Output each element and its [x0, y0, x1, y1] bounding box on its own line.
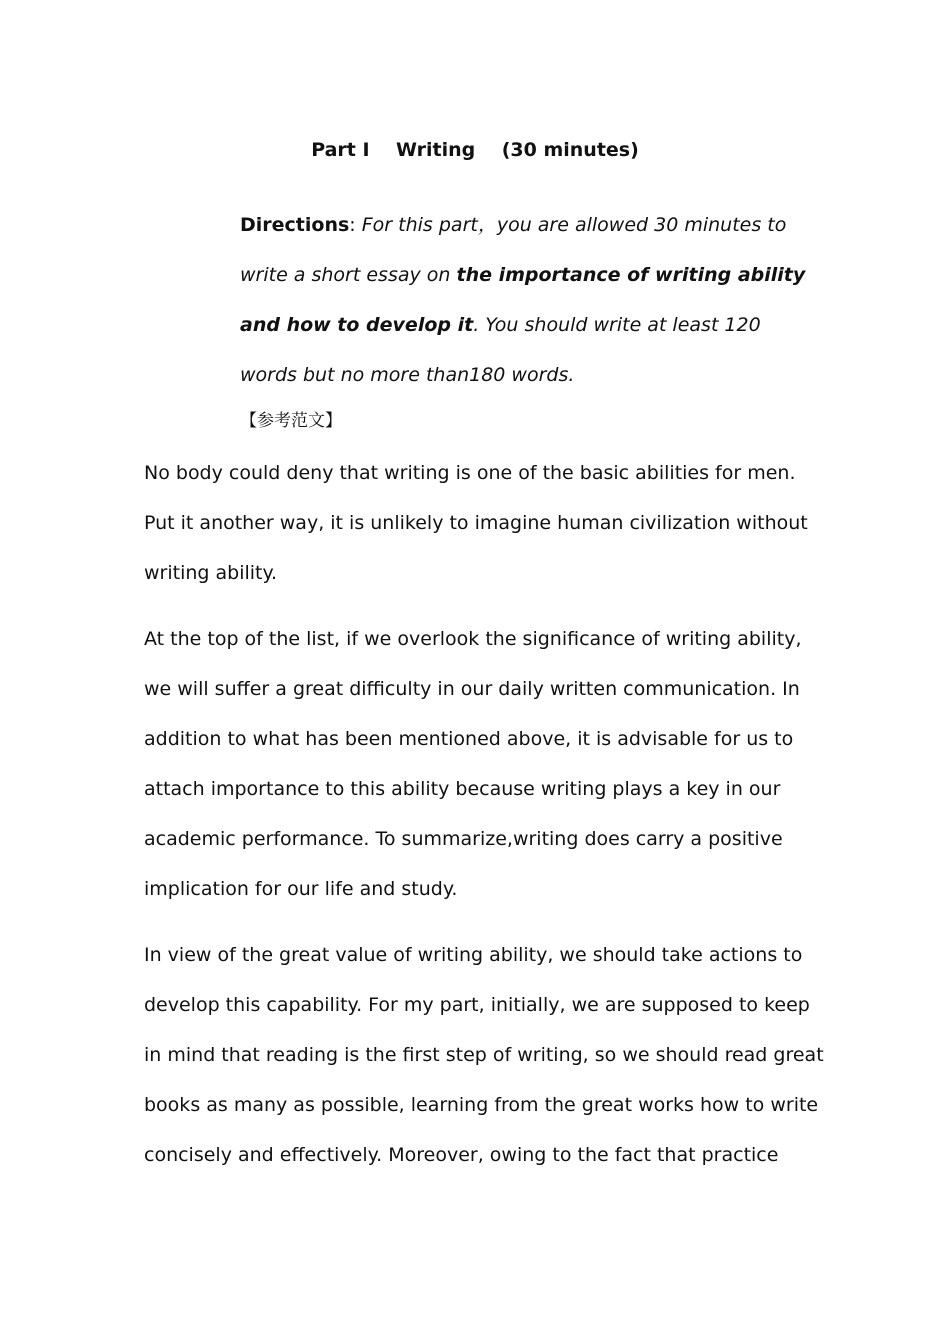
directions-block: [240, 200, 820, 400]
essay-paragraph-3: In view of the great value of writing ability, we should take actions to develop this capability. For my part, initially, we are supposed to keep in mind that reading is the first step of writing, so we should read great books as many as possible, learning from the great works how to write concisely and effectively. Moreover, owing to the fact that practice: [144, 944, 824, 1166]
section-heading: [0, 136, 950, 164]
directions-colon: :: [349, 214, 362, 236]
essay-paragraph-1: No body could deny that writing is one of the basic abilities for men. Put it another way, it is unlikely to imagine human civilization without writing ability.: [144, 462, 808, 584]
reference-essay-label: 【参考范文】: [240, 411, 342, 431]
directions-text-1: For this part，you are allowed 30 minutes to write a short essay on: [240, 214, 787, 286]
essay-paragraph-2: At the top of the list, if we overlook the significance of writing ability, we will suffer a great difficulty in our daily written communication. In addition to what has been mentioned above, it is advisable for us to attach importance to this ability because writing plays a key in our academic performance. To summarize,writing does carry a positive implication for our life and study.: [144, 628, 802, 900]
directions-label: Directions: [240, 214, 350, 236]
heading-part: Part I: [311, 139, 370, 161]
heading-time: (30 minutes): [501, 139, 639, 161]
heading-section: Writing: [396, 139, 476, 161]
directions-text-2: . You should write at least 120 words but no more than180 words.: [240, 314, 761, 386]
directions-topic: the importance of writing ability and how to develop it: [240, 264, 806, 336]
